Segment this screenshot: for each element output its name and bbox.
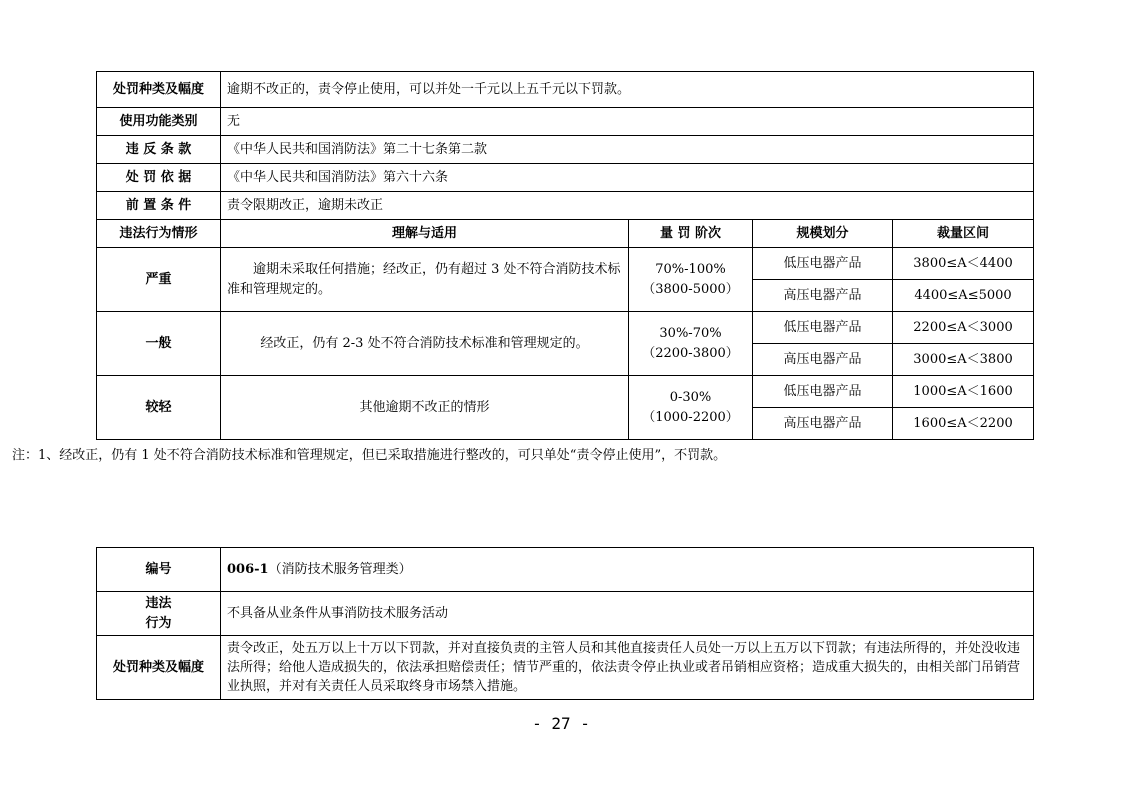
number-category: （消防技术服务管理类） xyxy=(268,561,412,577)
penalty-type-label: 处罚种类及幅度 xyxy=(97,72,221,108)
level-range: （3800-5000） xyxy=(642,281,739,297)
violated-clause-value: 《中华人民共和国消防法》第二十七条第二款 xyxy=(221,136,1034,164)
behavior-label xyxy=(97,592,221,636)
level-amount-general xyxy=(629,312,753,376)
row-function-category xyxy=(97,108,1034,136)
interval-cell: 1600≤A＜2200 xyxy=(893,408,1034,440)
row-behavior xyxy=(97,592,1034,636)
level-pct: 0-30% xyxy=(669,389,712,405)
header-interval: 裁量区间 xyxy=(893,220,1034,248)
level-name-general: 一般 xyxy=(97,312,221,376)
penalty-type-value: 逾期不改正的，责令停止使用，可以并处一千元以上五千元以下罚款。 xyxy=(221,72,1034,108)
level-desc-severe: 逾期未采取任何措施；经改正，仍有超过 3 处不符合消防技术标准和管理规定的。 xyxy=(221,248,629,312)
interval-cell: 1000≤A＜1600 xyxy=(893,376,1034,408)
level-row-general xyxy=(97,312,1034,344)
level-desc-minor: 其他逾期不改正的情形 xyxy=(221,376,629,440)
interval-cell: 3800≤A＜4400 xyxy=(893,248,1034,280)
function-category-value: 无 xyxy=(221,108,1034,136)
row-violated-clause xyxy=(97,136,1034,164)
scale-cell: 高压电器产品 xyxy=(753,344,893,376)
level-amount-severe xyxy=(629,248,753,312)
scale-cell: 低压电器产品 xyxy=(753,376,893,408)
scale-cell: 高压电器产品 xyxy=(753,408,893,440)
level-pct: 70%-100% xyxy=(655,261,726,277)
penalty-basis-value: 《中华人民共和国消防法》第六十六条 xyxy=(221,164,1034,192)
number-code: 006-1 xyxy=(227,561,269,577)
header-level: 量 罚 阶次 xyxy=(629,220,753,248)
precondition-label: 前 置 条 件 xyxy=(97,192,221,220)
row-number xyxy=(97,548,1034,592)
penalty-value: 责令改正，处五万以上十万以下罚款，并对直接负责的主管人员和其他直接责任人员处一万以上五万以下罚款；有违法所得的，并处没收违法所得；给他人造成损失的，依法承担赔偿责任；情节严重的，依法责令停止执业或者吊销相应资格；造成重大损失的，由相关部门吊销营业执照，并对有关责任人员采取终身市场禁入措施。 xyxy=(221,636,1034,700)
interval-cell: 4400≤A≤5000 xyxy=(893,280,1034,312)
penalty-table-1 xyxy=(96,71,1034,440)
level-row-minor xyxy=(97,376,1034,408)
violated-clause-label: 违 反 条 款 xyxy=(97,136,221,164)
level-amount-minor xyxy=(629,376,753,440)
row-penalty-basis xyxy=(97,164,1034,192)
header-scale: 规模划分 xyxy=(753,220,893,248)
level-range: （1000-2200） xyxy=(642,409,739,425)
row-precondition xyxy=(97,192,1034,220)
interval-cell: 2200≤A＜3000 xyxy=(893,312,1034,344)
behavior-label-line-2: 行为 xyxy=(145,615,172,631)
precondition-value: 责令限期改正，逾期未改正 xyxy=(221,192,1034,220)
level-desc-general: 经改正，仍有 2-3 处不符合消防技术标准和管理规定的。 xyxy=(221,312,629,376)
header-situation: 违法行为情形 xyxy=(97,220,221,248)
penalty-basis-label: 处 罚 依 据 xyxy=(97,164,221,192)
penalty-table-2 xyxy=(96,547,1034,700)
interval-cell: 3000≤A＜3800 xyxy=(893,344,1034,376)
footnote: 注：1、经改正，仍有 1 处不符合消防技术标准和管理规定，但已采取措施进行整改的，可只单处“责令停止使用”，不罚款。 xyxy=(12,448,727,463)
page-number: - 27 - xyxy=(532,714,590,733)
header-row xyxy=(97,220,1034,248)
level-pct: 30%-70% xyxy=(659,325,722,341)
scale-cell: 高压电器产品 xyxy=(753,280,893,312)
level-row-severe xyxy=(97,248,1034,280)
penalty-label: 处罚种类及幅度 xyxy=(97,636,221,700)
header-application: 理解与适用 xyxy=(221,220,629,248)
row-penalty-type xyxy=(97,72,1034,108)
scale-cell: 低压电器产品 xyxy=(753,248,893,280)
level-name-severe: 严重 xyxy=(97,248,221,312)
behavior-label-line-1: 违法 xyxy=(145,595,172,611)
number-label: 编号 xyxy=(97,548,221,592)
number-value xyxy=(221,548,1034,592)
row-penalty xyxy=(97,636,1034,700)
scale-cell: 低压电器产品 xyxy=(753,312,893,344)
function-category-label: 使用功能类别 xyxy=(97,108,221,136)
level-name-minor: 较轻 xyxy=(97,376,221,440)
behavior-value: 不具备从业条件从事消防技术服务活动 xyxy=(221,592,1034,636)
level-range: （2200-3800） xyxy=(642,345,739,361)
